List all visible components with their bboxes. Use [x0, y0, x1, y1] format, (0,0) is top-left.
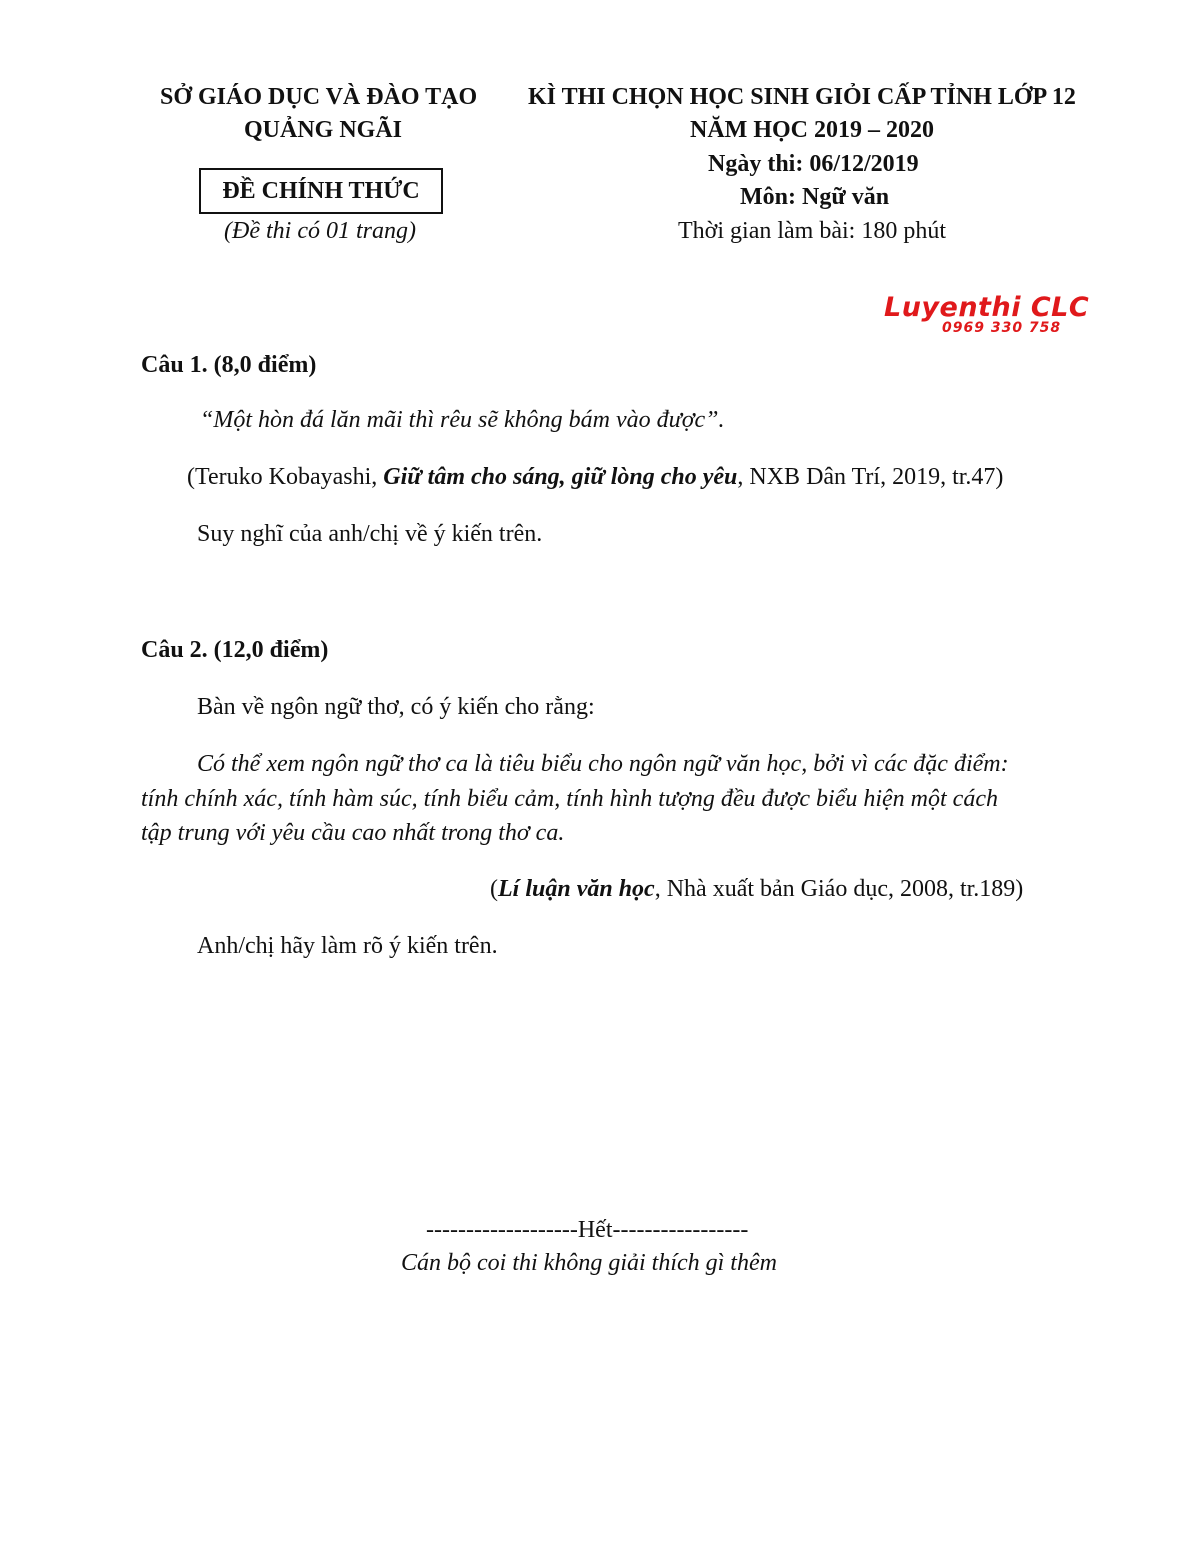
end-marker: -------------------Hết-----------------	[426, 1217, 749, 1243]
question1-prompt: Suy nghĩ của anh/chị về ý kiến trên.	[197, 521, 543, 547]
subject-label: Môn:	[740, 184, 796, 210]
question2-quote-line2: tính chính xác, tính hàm súc, tính biểu cảm, tính hình tượng đều được biểu hiện một cách	[141, 786, 998, 812]
question1-quote: “Một hòn đá lăn mãi thì rêu sẽ không bám vào được”.	[200, 407, 725, 433]
question2-source	[490, 876, 1023, 903]
org-name: SỞ GIÁO DỤC VÀ ĐÀO TẠO	[160, 84, 478, 110]
question2-intro: Bàn về ngôn ngữ thơ, có ý kiến cho rằng:	[197, 694, 595, 720]
watermark-logo	[878, 292, 1104, 344]
question2-source-open: (	[490, 876, 498, 902]
question1-source-prefix: (Teruko Kobayashi,	[187, 464, 384, 490]
proctor-note: Cán bộ coi thi không giải thích gì thêm	[401, 1250, 777, 1276]
subject-value: Ngữ văn	[802, 184, 890, 210]
question1-source-suffix: , NXB Dân Trí, 2019, tr.47)	[737, 464, 1004, 490]
question2-quote-line3: tập trung với yêu cầu cao nhất trong thơ ca.	[141, 820, 565, 846]
question2-source-suffix: , Nhà xuất bản Giáo dục, 2008, tr.189)	[654, 876, 1024, 902]
exam-date: Ngày thi: 06/12/2019	[708, 151, 919, 177]
question1-source	[187, 464, 1003, 491]
school-year: NĂM HỌC 2019 – 2020	[690, 117, 934, 143]
official-exam-badge	[199, 168, 443, 214]
watermark-brand: Luyenthi CLC	[884, 292, 1090, 323]
exam-title: KÌ THI CHỌN HỌC SINH GIỎI CẤP TỈNH LỚP 12	[528, 84, 1076, 110]
question2-quote-line1: Có thể xem ngôn ngữ thơ ca là tiêu biểu cho ngôn ngữ văn học, bởi vì các đặc điểm:	[197, 751, 1009, 777]
question2-prompt: Anh/chị hãy làm rõ ý kiến trên.	[197, 933, 498, 959]
exam-duration: Thời gian làm bài: 180 phút	[678, 218, 946, 244]
watermark-phone: 0969 330 758	[942, 320, 1062, 336]
official-exam-label: ĐỀ CHÍNH THỨC	[222, 177, 420, 204]
question1-source-title: Giữ tâm cho sáng, giữ lòng cho yêu	[383, 464, 738, 490]
org-province: QUẢNG NGÃI	[244, 117, 403, 143]
page-count-note: (Đề thi có 01 trang)	[224, 218, 416, 244]
question2-source-title: Lí luận văn học	[498, 876, 655, 902]
question1-heading: Câu 1. (8,0 điểm)	[141, 352, 317, 378]
question2-heading: Câu 2. (12,0 điểm)	[141, 637, 329, 663]
exam-subject	[740, 184, 889, 211]
